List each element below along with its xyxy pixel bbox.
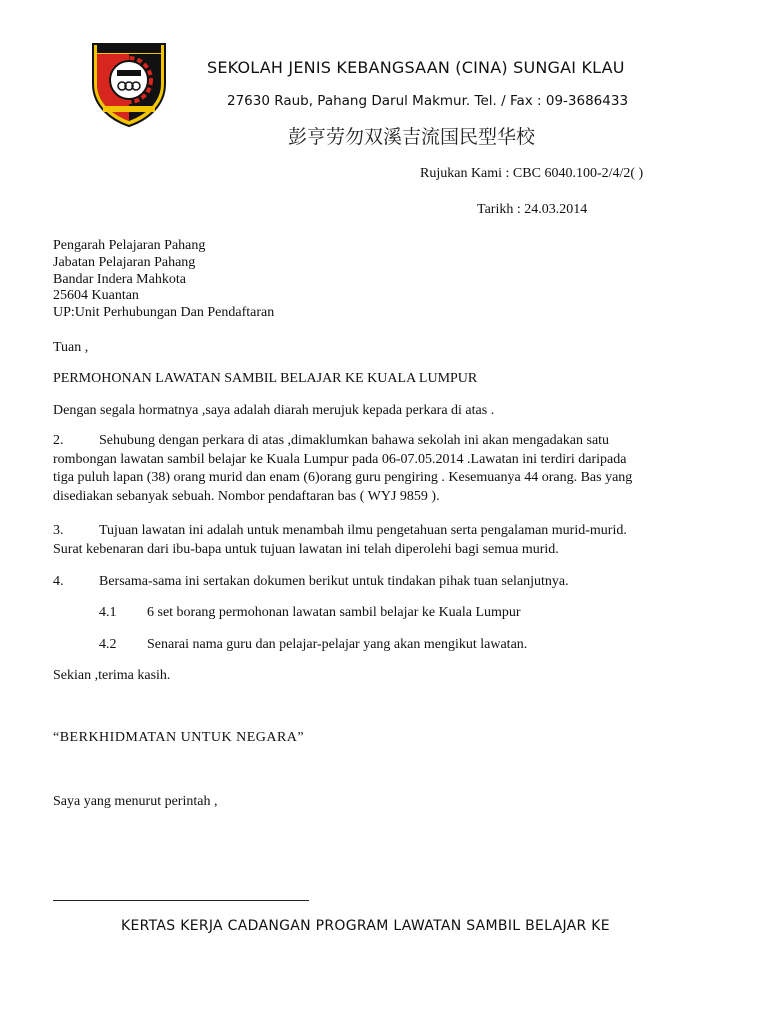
subitem-text: Senarai nama guru dan pelajar-pelajar yang akan mengikut lawatan. — [147, 637, 528, 652]
subitem-number: 4.2 — [99, 637, 117, 652]
paragraph-line: Bersama-sama ini sertakan dokumen berikut untuk tindakan pihak tuan selanjutnya. — [99, 574, 569, 589]
school-crest-icon — [87, 40, 171, 128]
paragraph-number: 4. — [53, 574, 64, 589]
subitem-4-1 — [99, 604, 739, 623]
subitem-number: 4.1 — [99, 605, 117, 620]
paragraph-line: Surat kebenaran dari ibu-bapa untuk tujuan lawatan ini telah diperolehi bagi semua murid. — [53, 541, 559, 557]
letter-date: Tarikh : 24.03.2014 — [477, 202, 588, 217]
recipient-line: 25604 Kuantan — [53, 288, 139, 304]
opening-sentence: Dengan segala hormatnya ,saya adalah diarah merujuk kepada perkara di atas . — [53, 403, 495, 418]
paragraph-4 — [53, 573, 743, 592]
paragraph-2 — [53, 432, 743, 506]
recipient-line: UP:Unit Perhubungan Dan Pendaftaran — [53, 305, 275, 321]
salutation: Tuan , — [53, 340, 89, 355]
subitem-4-2 — [99, 636, 739, 655]
signature-line — [53, 900, 309, 901]
paragraph-line: Tujuan lawatan ini adalah untuk menambah ilmu pengetahuan serta pengalaman murid-murid. — [99, 523, 627, 538]
recipient-line: Bandar Indera Mahkota — [53, 271, 186, 287]
letter-subject: PERMOHONAN LAWATAN SAMBIL BELAJAR KE KUALA LUMPUR — [53, 371, 478, 386]
motto: “BERKHIDMATAN UNTUK NEGARA” — [53, 730, 305, 745]
paragraph-3 — [53, 522, 743, 559]
recipient-line: Jabatan Pelajaran Pahang — [53, 254, 196, 270]
paragraph-line: disediakan sebanyak sebuah. Nombor pendaftaran bas ( WYJ 9859 ). — [53, 488, 440, 504]
paragraph-line: Sehubung dengan perkara di atas ,dimaklumkan bahawa sekolah ini akan mengadakan satu — [99, 433, 610, 448]
recipient-line: Pengarah Pelajaran Pahang — [53, 238, 206, 253]
paragraph-number: 3. — [53, 523, 64, 538]
footer-title: KERTAS KERJA CADANGAN PROGRAM LAWATAN SAMBIL BELAJAR KE — [121, 918, 610, 934]
reference-number: Rujukan Kami : CBC 6040.100-2/4/2( ) — [420, 166, 644, 181]
paragraph-line: rombongan lawatan sambil belajar ke Kuala Lumpur pada 06-07.05.2014 .Lawatan ini terdiri daripada — [53, 451, 627, 467]
signoff: Saya yang menurut perintah , — [53, 794, 218, 809]
recipient-address — [53, 238, 274, 322]
school-name: SEKOLAH JENIS KEBANGSAAN (CINA) SUNGAI KLAU — [207, 58, 625, 77]
paragraph-line: tiga puluh lapan (38) orang murid dan enam (6)orang guru pengiring . Kesemuanya 44 orang. Bas yang — [53, 470, 633, 485]
school-name-chinese: 彭亨劳勿双溪吉流国民型华校 — [288, 126, 536, 148]
paragraph-number: 2. — [53, 433, 64, 448]
subitem-text: 6 set borang permohonan lawatan sambil belajar ke Kuala Lumpur — [147, 605, 521, 620]
school-address: 27630 Raub, Pahang Darul Makmur. Tel. / Fax : 09-3686433 — [227, 93, 629, 109]
closing-line: Sekian ,terima kasih. — [53, 668, 171, 683]
